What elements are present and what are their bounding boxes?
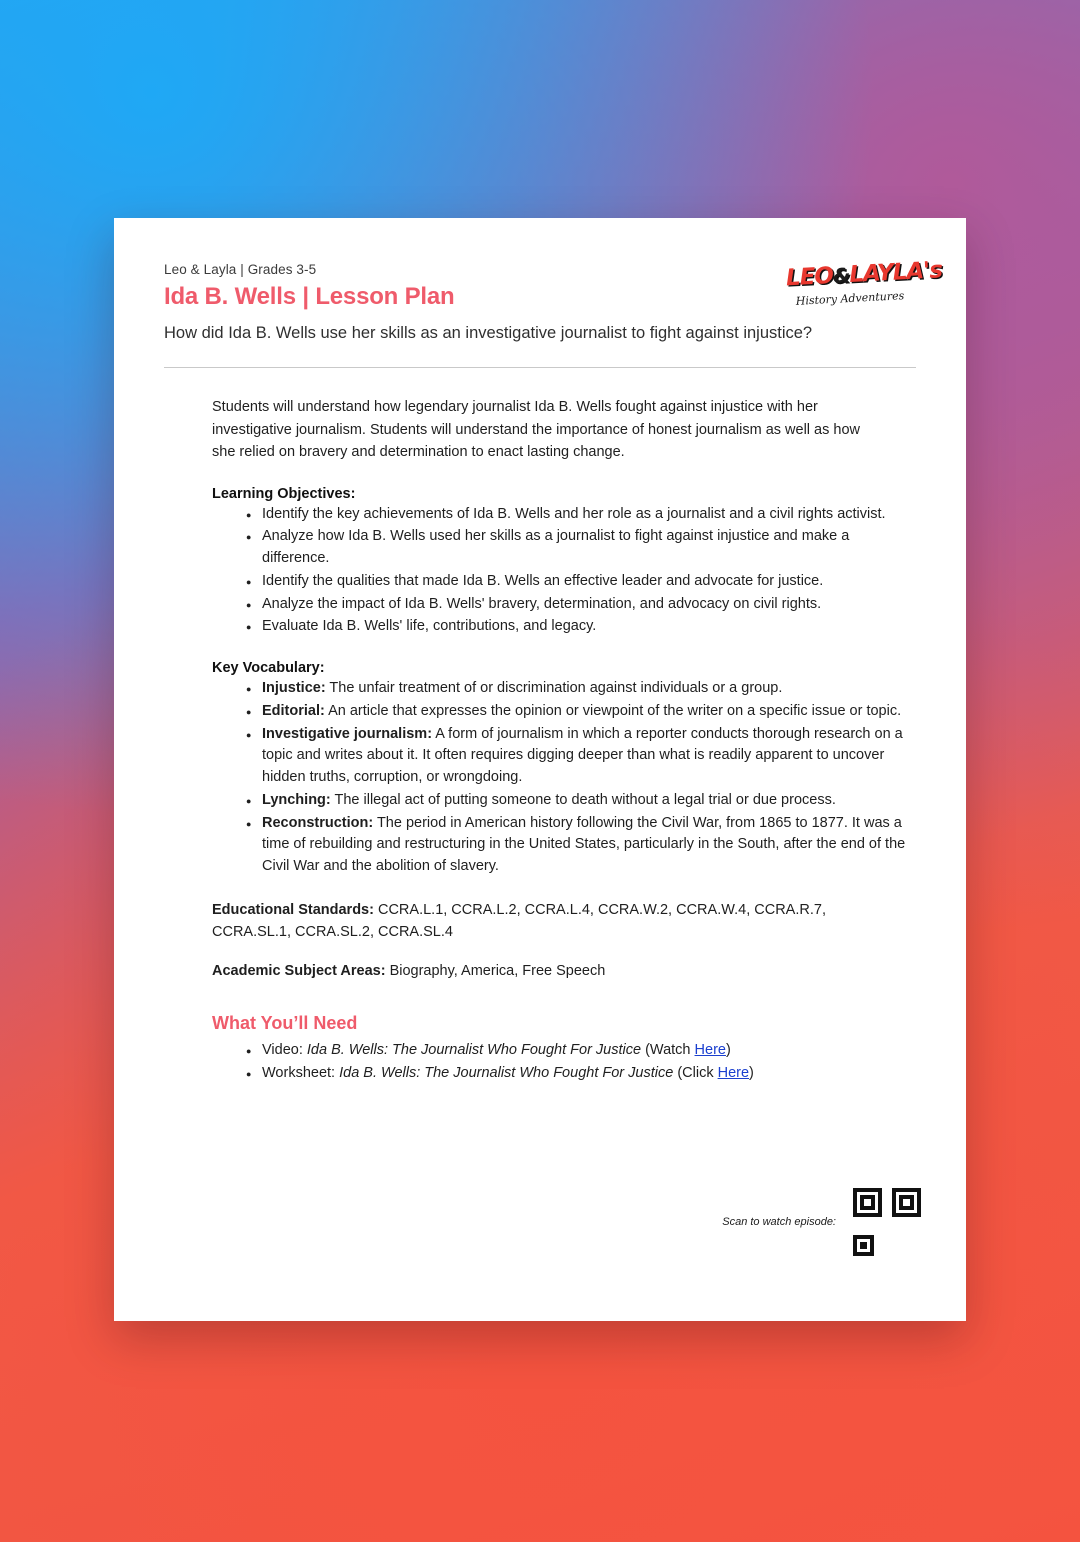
vocab-term: Editorial: bbox=[262, 702, 325, 719]
vocab-definition: The unfair treatment of or discrimination against individuals or a group. bbox=[325, 680, 783, 697]
logo-tagline: History Adventures bbox=[795, 289, 905, 308]
list-item bbox=[246, 678, 906, 700]
need-title: Ida B. Wells: The Journalist Who Fought For Justice bbox=[306, 1042, 642, 1059]
vocab-definition: The illegal act of putting someone to death without a legal trial or due process. bbox=[330, 791, 836, 808]
list-item bbox=[246, 1040, 906, 1062]
list-item: ● Identify the qualities that made Ida B. Wells an effective leader and advocate for justice. bbox=[246, 571, 906, 593]
essential-question: How did Ida B. Wells use her skills as an investigative journalist to fight against injustice? bbox=[164, 324, 813, 342]
document-page bbox=[114, 218, 966, 1321]
learning-objectives-list bbox=[212, 504, 912, 639]
list-item bbox=[246, 1063, 906, 1085]
need-prefix: Worksheet: bbox=[262, 1064, 340, 1081]
key-vocabulary-heading: Key Vocabulary: bbox=[212, 660, 325, 677]
qr-code[interactable] bbox=[850, 1185, 924, 1259]
vocab-definition: A form of journalism in which a reporter conducts thorough research on a topic and writes about it. It often requires digging deeper than what is readily apparent to uncover hidden truths, corruption, or wrongdoing. bbox=[262, 725, 903, 786]
learning-objectives-heading: Learning Objectives: bbox=[212, 485, 356, 502]
vocab-term: Investigative journalism: bbox=[262, 725, 433, 742]
logo-layla: LAYLA's bbox=[848, 257, 943, 289]
need-suffix: ) bbox=[749, 1064, 754, 1081]
key-vocabulary-list bbox=[212, 678, 912, 878]
what-you-need-heading: What You’ll Need bbox=[212, 1013, 358, 1034]
vocab-definition: An article that expresses the opinion or viewpoint of the writer on a specific issue or topic. bbox=[324, 702, 902, 719]
need-prefix: Video: bbox=[262, 1042, 307, 1059]
list-item bbox=[246, 790, 906, 812]
logo-wordmark bbox=[785, 257, 943, 292]
logo-leo: LEO bbox=[785, 262, 834, 292]
qr-section bbox=[722, 1185, 924, 1259]
need-middle: (Click bbox=[673, 1064, 718, 1081]
worksheet-link[interactable]: Here bbox=[717, 1064, 750, 1081]
list-item: ● Identify the key achievements of Ida B. Wells and her role as a journalist and a civil rights activist. bbox=[246, 504, 906, 526]
overview-paragraph: Students will understand how legendary journalist Ida B. Wells fought against injustice with her investigative journalism. Students will understand the importance of honest journalism as well as how she relied on bravery and determination to enact lasting change. bbox=[212, 399, 860, 461]
leo-and-layla-logo bbox=[785, 257, 943, 326]
list-item bbox=[246, 724, 906, 789]
list-item: ● Analyze the impact of Ida B. Wells' bravery, determination, and advocacy on civil rights. bbox=[246, 594, 906, 616]
list-item bbox=[246, 813, 906, 878]
page-title: Ida B. Wells | Lesson Plan bbox=[164, 283, 455, 310]
educational-standards bbox=[212, 900, 892, 944]
vocab-definition: The period in American history following the Civil War, from 1865 to 1877. It was a time of rebuilding and restructuring in the United States, particularly in the South, after the end of the Civil War and the abolition of slavery. bbox=[262, 814, 906, 875]
what-you-need-list bbox=[212, 1040, 912, 1085]
vocab-term: Reconstruction: bbox=[262, 814, 374, 831]
standards-label: Educational Standards: bbox=[212, 901, 374, 918]
standards-value: CCRA.L.1, CCRA.L.2, CCRA.L.4, CCRA.W.2, CCRA.W.4, CCRA.R.7, CCRA.SL.1, CCRA.SL.2, CCRA.SL.4 bbox=[212, 901, 826, 940]
list-item: ● Analyze how Ida B. Wells used her skills as a journalist to fight against injustice and make a difference. bbox=[246, 526, 906, 570]
list-item: ● Evaluate Ida B. Wells' life, contributions, and legacy. bbox=[246, 616, 906, 638]
qr-finder-bottom-left bbox=[853, 1235, 874, 1256]
vocab-term: Lynching: bbox=[262, 791, 331, 808]
breadcrumb: Leo & Layla | Grades 3-5 bbox=[164, 262, 317, 277]
need-suffix: ) bbox=[725, 1042, 731, 1059]
logo-ampersand: & bbox=[832, 263, 850, 288]
academic-subject-areas bbox=[212, 961, 892, 983]
qr-caption: Scan to watch episode: bbox=[722, 1216, 836, 1228]
list-item bbox=[246, 701, 906, 723]
lesson-body bbox=[164, 396, 916, 1084]
video-link[interactable]: Here bbox=[694, 1042, 726, 1059]
need-middle: (Watch bbox=[641, 1042, 695, 1059]
subjects-label: Academic Subject Areas: bbox=[212, 963, 386, 980]
need-title: Ida B. Wells: The Journalist Who Fought For Justice bbox=[339, 1064, 674, 1081]
divider bbox=[164, 367, 916, 368]
subjects-value: Biography, America, Free Speech bbox=[385, 963, 606, 980]
page-content bbox=[164, 257, 943, 1293]
vocab-term: Injustice: bbox=[262, 680, 326, 697]
